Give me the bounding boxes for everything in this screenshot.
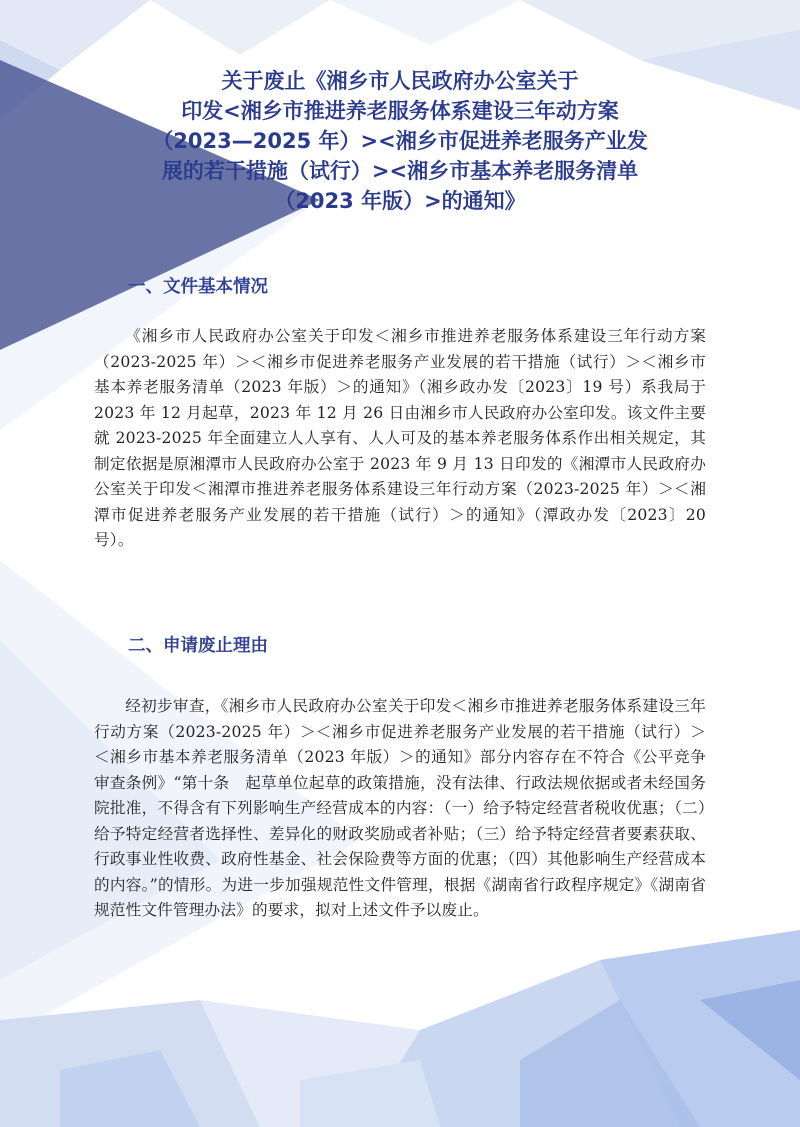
section-paragraph-basic-info: 《湘乡市人民政府办公室关于印发＜湘乡市推进养老服务体系建设三年行动方案（2023-2025 年）＞＜湘乡市促进养老服务产业发展的若干措施（试行）＞＜湘乡市基本养老服务清单（2023 年版）＞的通知》（湘乡政办发〔2023〕19 号）系我局于 2023 年 12 月起草，2023 年 12 月 26 日由湘乡市人民政府办公室印发。该文件主要就 2023-2025 年全面建立人人享有、人人可及的基本养老服务体系作出相关规定，其制定依据是原湘潭市人民政府办公室于 2023 年 9 月 13 日印发的《湘潭市人民政府办公室关于印发＜湘潭市推进养老服务体系建设三年行动方案（2023-2025 年）＞＜湘潭市促进养老服务产业发展的若干措施（试行）＞的通知》（潭政办发〔2023〕20 号）。 bbox=[94, 327, 706, 549]
title-line: （2023—2025 年）><湘乡市促进养老服务产业发 bbox=[152, 129, 648, 153]
section-heading-repeal-reason: 二、申请废止理由 bbox=[128, 636, 268, 656]
section-paragraph-repeal-reason: 经初步审查，《湘乡市人民政府办公室关于印发＜湘乡市推进养老服务体系建设三年行动方案（2023-2025 年）＞＜湘乡市促进养老服务产业发展的若干措施（试行）＞＜湘乡市基本养老服务清单（2023 年版）＞的通知》部分内容存在不符合《公平竞争审查条例》“第十条 起草单位起草的政策措施，没有法律、行政法规依据或者未经国务院批准，不得含有下列影响生产经营成本的内容：（一）给予特定经营者税收优惠；（二）给予特定经营者选择性、差异化的财政奖励或者补贴；（三）给予特定经营者要素获取、行政事业性收费、政府性基金、社会保险费等方面的优惠；（四）其他影响生产经营成本的内容。”的情形。为进一步加强规范性文件管理，根据《湖南省行政程序规定》《湖南省规范性文件管理办法》的要求，拟对上述文件予以废止。 bbox=[94, 697, 706, 919]
title-line: 展的若干措施（试行）><湘乡市基本养老服务清单 bbox=[161, 159, 639, 183]
title-line: （2023 年版）>的通知》 bbox=[274, 189, 526, 213]
title-line: 印发<湘乡市推进养老服务体系建设三年动方案 bbox=[181, 99, 619, 123]
section-heading-basic-info: 一、文件基本情况 bbox=[128, 277, 268, 297]
title-line: 关于废止《湘乡市人民政府办公室关于 bbox=[221, 69, 579, 93]
document-title bbox=[110, 66, 690, 216]
